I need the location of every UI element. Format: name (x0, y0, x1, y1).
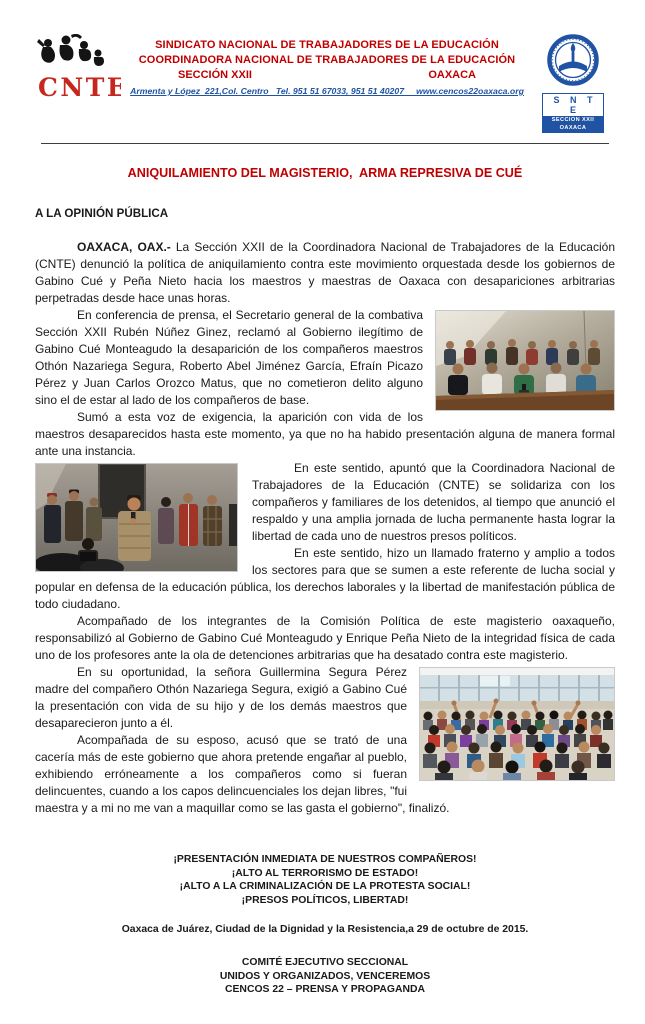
snte-emblem-icon (545, 34, 601, 86)
section-label: SECCIÓN XXII (178, 69, 252, 81)
contact-line: Armenta y López 221,Col. Centro Tel. 951 51 67033, 951 51 40207 www.cencos22oaxaca.org (130, 86, 524, 96)
snte-logo (531, 34, 615, 133)
photo-crowd-raised-fists (419, 667, 615, 781)
section-row (123, 68, 531, 83)
paragraph-8: Acompañada de su esposo, acusó que se trató de una cacería más de este gobierno que ahora pretende engañar al pueblo, exhibiendo erróneamente a los compañeros como si fueran delincuentes, cuando a los capos delincuenciales los dejan libres, "fui maestra y a mi no me van a maquillar como se las gasta el gobierno", finalizó. (35, 733, 450, 815)
snte-label-box (542, 93, 604, 133)
paragraph-6: Acompañado de los integrantes de la Comisión Política de este magisterio oaxaqueño, responsabilizó al Gobierno de Gabino Cué Monteagudo y Enrique Peña Nieto de la integridad física de cada uno de los profesores ante la ola de detenciones arbitrarias que ha desatado contra este magisterio. (35, 614, 615, 662)
snte-acronym: S N T E (553, 95, 597, 115)
paragraph-1-rest: La Sección XXII de la Coordinadora Nacional de Trabajadores de la Educación (CNTE) denunció la política de aniquilamiento contra este movimiento orquestada desde los gobiernos de Gabino Cué y Peña Nieto hacia los maestros y maestras de Oaxaca con desapariciones arbitrarias perpetradas desde hace unas horas. (35, 240, 615, 305)
slogan-3: ¡ALTO A LA CRIMINALIZACIÓN DE LA PROTESTA SOCIAL! (179, 881, 471, 892)
cnte-logo-text: CNTE (38, 73, 121, 102)
slogan-2: ¡ALTO AL TERRORISMO DE ESTADO! (231, 867, 419, 879)
paragraph-7: En su oportunidad, la señora Guillermina Segura Pérez madre del compañero Othón Nazariega Segura, exigió a Gabino Cué la presentación con vida de su hijo y de los demás maestros que desaparecieron junto a él. (35, 665, 407, 730)
salutation: A LA OPINIÓN PÚBLICA (35, 207, 169, 220)
snte-region: OAXACA (543, 124, 603, 132)
signature-block (35, 956, 615, 997)
region-label: OAXACA (428, 69, 476, 81)
paragraph-1 (35, 239, 615, 307)
header-divider (41, 143, 609, 144)
signature-motto: UNIDOS Y ORGANIZADOS, VENCEREMOS (219, 970, 431, 982)
dateline: Oaxaca de Juárez, Ciudad de la Dignidad y la Resistencia,a 29 de octubre de 2015. (121, 924, 529, 935)
paragraph-1-lead: OAXACA, OAX.- (77, 240, 171, 254)
header-titles (123, 34, 531, 96)
document-header (35, 34, 615, 133)
snte-section: SECCION XXII (543, 116, 603, 124)
org-line-1: SINDICATO NACIONAL DE TRABAJADORES DE LA EDUCACIÓN (155, 39, 499, 51)
cnte-logo-icon (35, 34, 121, 102)
cnte-logo (35, 34, 123, 107)
signature-press: CENCOS 22 – PRENSA Y PROPAGANDA (225, 984, 425, 995)
signature-committee: COMITÉ EJECUTIVO SECCIONAL (241, 957, 409, 968)
paragraph-4: En este sentido, apuntó que la Coordinadora Nacional de Trabajadores de la Educación (CNTE) se solidariza con los compañeros y familiares de los detenidos, al tiempo que anunció el respaldo y una amplia jornada de lucha permanente hasta lograr la libertad de cada uno de nuestros presos políticos. (252, 461, 615, 543)
photo-speaker-microphone (35, 463, 238, 572)
org-line-2: COORDINADORA NACIONAL DE TRABAJADORES DE LA EDUCACIÓN (138, 54, 516, 66)
paragraph-3: Sumó a esta voz de exigencia, la aparición con vida de los maestros desaparecidos hasta este momento, ya que no ha habido presentación alguna de manera formal ante una instancia. (35, 410, 615, 458)
slogan-1: ¡PRESENTACIÓN INMEDIATA DE NUESTROS COMPAÑEROS! (173, 854, 477, 865)
photo-press-conference (435, 310, 615, 411)
slogans-block (35, 853, 615, 907)
page-title: ANIQUILAMIENTO DEL MAGISTERIO, ARMA REPRESIVA DE CUÉ (127, 166, 523, 180)
body-text (35, 239, 615, 817)
paragraph-5: En este sentido, hizo un llamado fraterno y amplio a todos los sectores para que se sumen a este referente de lucha social y popular en defensa de la educación pública, los derechos laborales y la libertad de manifestación pública de todo ciudadano. (35, 546, 615, 611)
paragraph-2: En conferencia de prensa, el Secretario general de la combativa Sección XXII Rubén Núñez Ginez, reclamó al Gobierno ilegítimo de Gabino Cué Monteagudo la desaparición de los compañeros maestros Othón Nazariega Segura, Roberto Abel Jiménez García, Efraín Picazo Pérez y Juan Carlos Orozco Matus, que no cometieron delito alguno sino el de estar al lado de los compañeros de base. (35, 308, 423, 407)
slogan-4: ¡PRESOS POLÍTICOS, LIBERTAD! (241, 894, 409, 906)
